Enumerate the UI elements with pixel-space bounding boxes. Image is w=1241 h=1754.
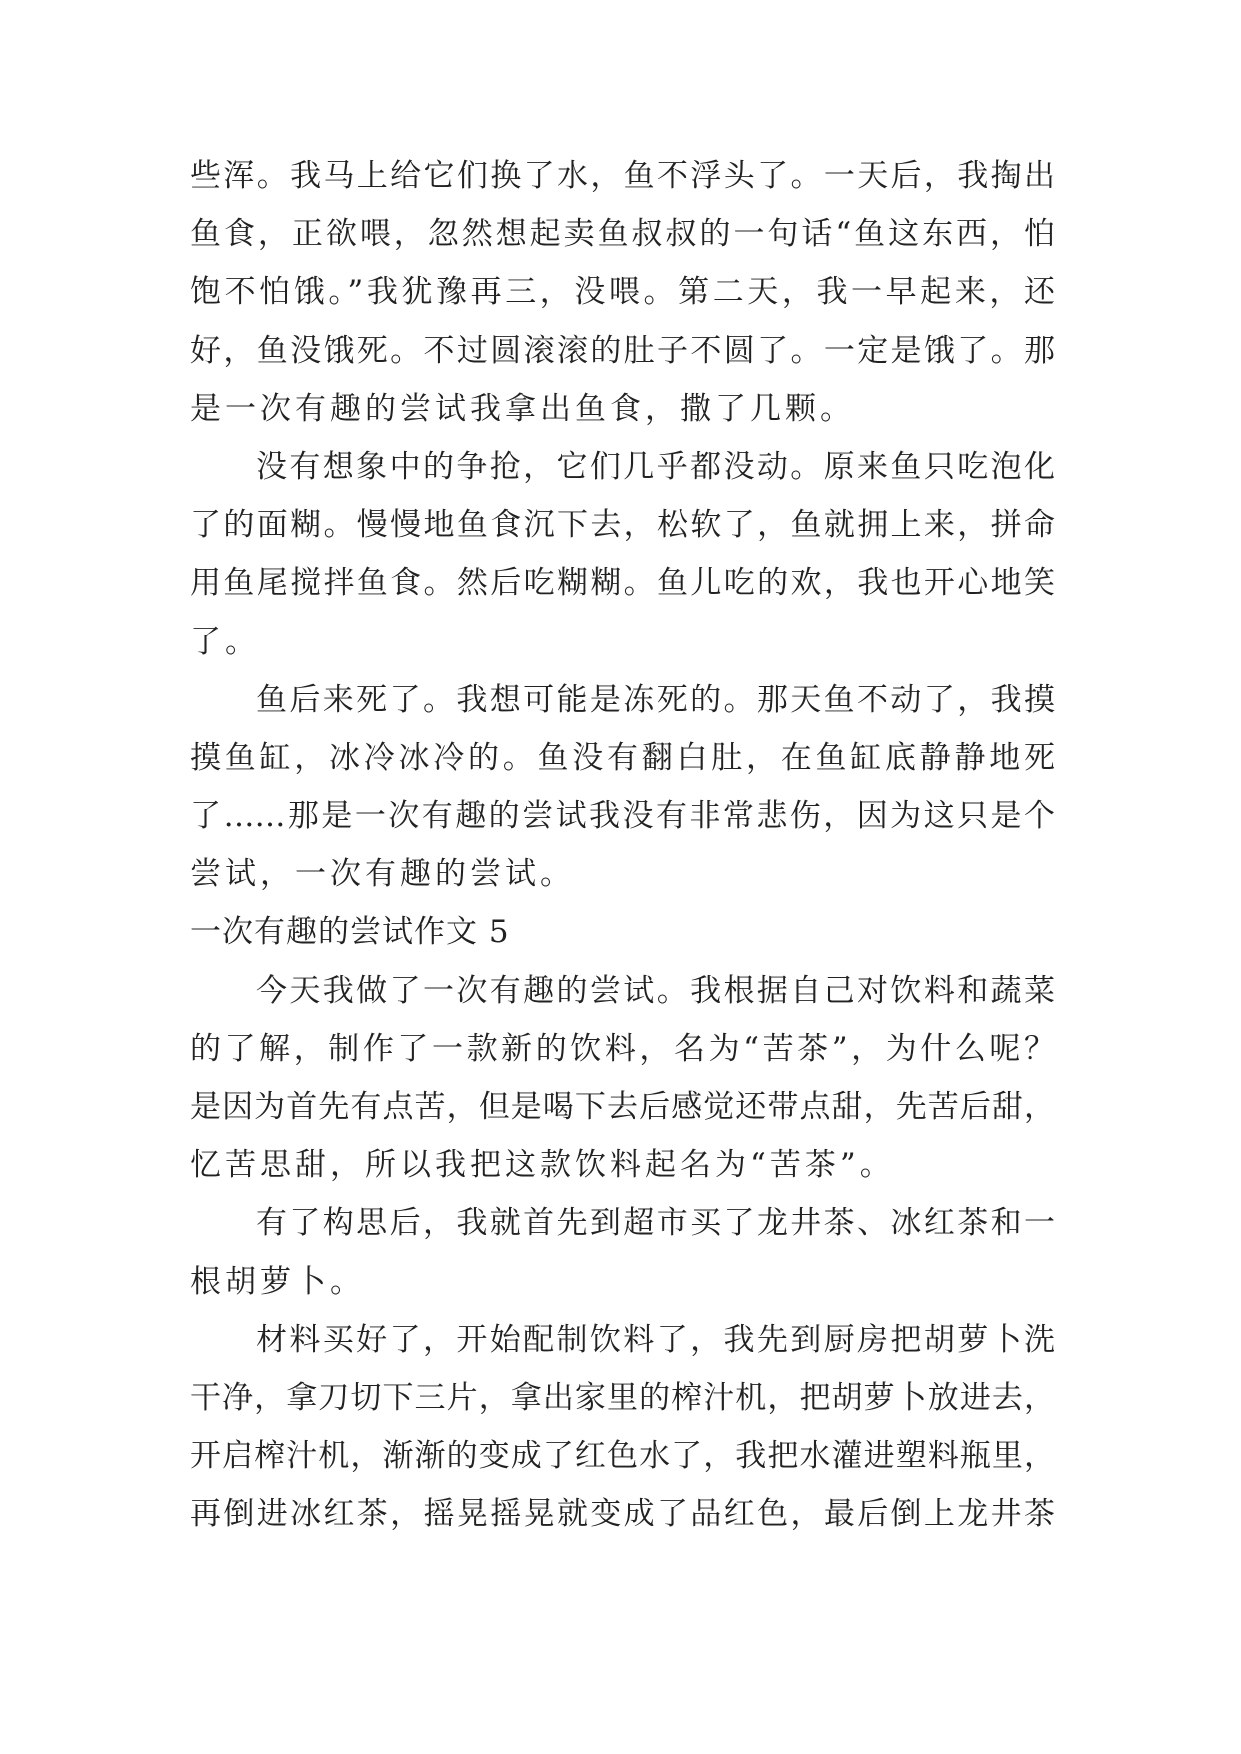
text-line: 鱼食，正欲喂，忽然想起卖鱼叔叔的一句话“鱼这东西，怕 xyxy=(190,216,1055,253)
text-line: 的了解，制作了一款新的饮料，名为“苦茶”，为什么呢？ xyxy=(190,1030,1055,1067)
text-line: 好，鱼没饿死。不过圆滚滚的肚子不圆了。一定是饿了。那 xyxy=(190,332,1055,369)
text-line: 再倒进冰红茶，摇晃摇晃就变成了品红色，最后倒上龙井茶 xyxy=(190,1496,1055,1533)
text-line: 尝试，一次有趣的尝试。 xyxy=(190,856,575,893)
paragraph-first-line: 鱼后来死了。我想可能是冻死的。那天鱼不动了，我摸 xyxy=(256,681,1055,718)
text-line: 根胡萝卜。 xyxy=(190,1263,365,1300)
text-line: 忆苦思甜，所以我把这款饮料起名为“苦茶”。 xyxy=(190,1147,895,1184)
paragraph-first-line: 没有想象中的争抢，它们几乎都没动。原来鱼只吃泡化 xyxy=(256,448,1055,485)
text-line: 摸鱼缸，冰冷冰冷的。鱼没有翻白肚，在鱼缸底静静地死 xyxy=(190,739,1055,776)
section-heading: 一次有趣的尝试作文 5 xyxy=(190,914,510,951)
paragraph-first-line: 材料买好了，开始配制饮料了，我先到厨房把胡萝卜洗 xyxy=(256,1321,1055,1358)
text-line: 是因为首先有点苦，但是喝下去后感觉还带点甜，先苦后甜， xyxy=(190,1089,1055,1125)
text-line: 了……那是一次有趣的尝试我没有非常悲伤，因为这只是个 xyxy=(190,798,1055,835)
essay-text xyxy=(190,147,1055,1544)
text-line: 是一次有趣的尝试我拿出鱼食，撒了几颗。 xyxy=(190,390,855,427)
text-line: 了的面糊。慢慢地鱼食沉下去，松软了，鱼就拥上来，拼命 xyxy=(190,507,1055,544)
text-line: 开启榨汁机，渐渐的变成了红色水了，我把水灌进塑料瓶里， xyxy=(190,1438,1055,1475)
text-line: 干净，拿刀切下三片，拿出家里的榨汁机，把胡萝卜放进去， xyxy=(190,1379,1055,1416)
text-line: 用鱼尾搅拌鱼食。然后吃糊糊。鱼儿吃的欢，我也开心地笑 xyxy=(190,565,1055,602)
text-line: 了。 xyxy=(190,623,260,660)
paragraph-first-line: 有了构思后，我就首先到超市买了龙井茶、冰红茶和一 xyxy=(256,1205,1055,1242)
text-line: 些浑。我马上给它们换了水，鱼不浮头了。一天后，我掏出 xyxy=(190,158,1055,194)
paragraph-first-line: 今天我做了一次有趣的尝试。我根据自己对饮料和蔬菜 xyxy=(256,972,1055,1009)
text-line: 饱不怕饿。”我犹豫再三，没喂。第二天，我一早起来，还 xyxy=(190,274,1055,311)
